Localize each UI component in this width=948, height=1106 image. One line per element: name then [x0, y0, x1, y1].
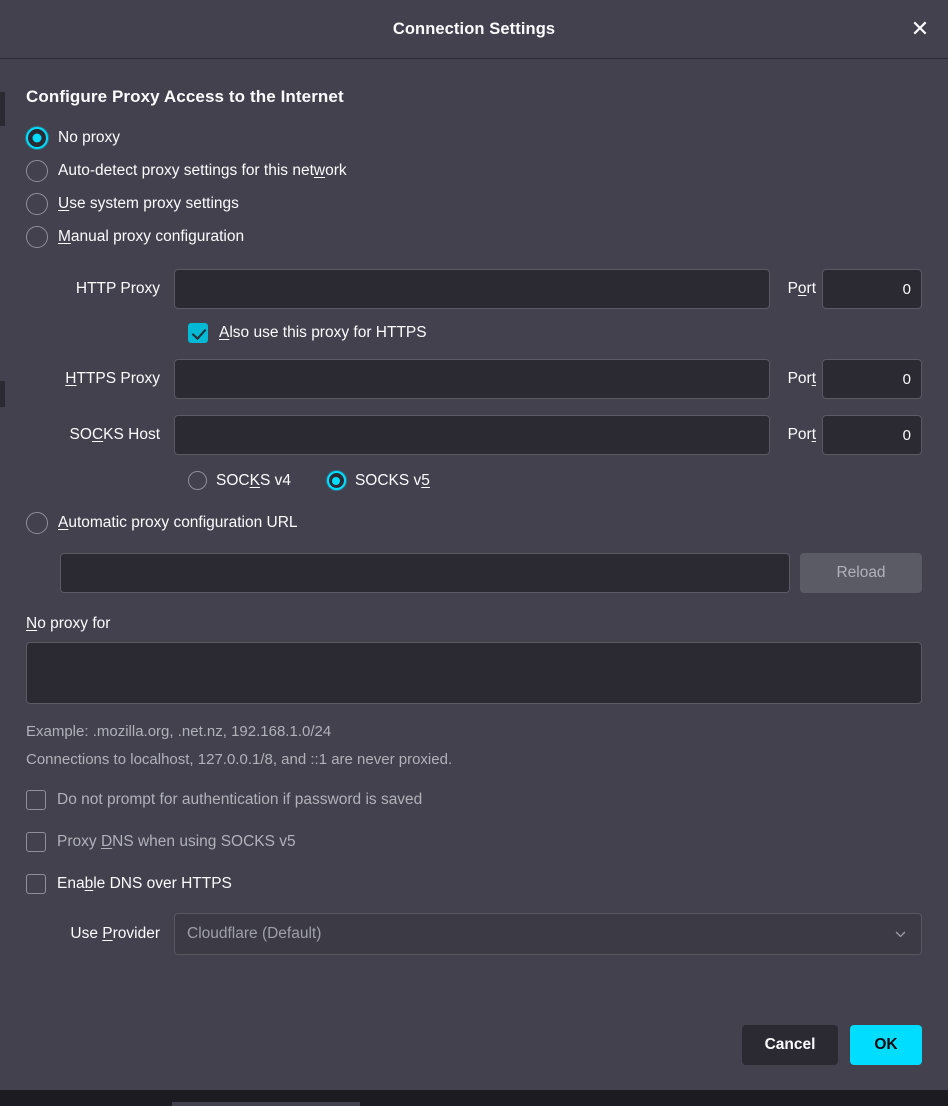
- provider-selected-value: Cloudflare (Default): [187, 925, 322, 942]
- radio-indicator-auto-detect: [26, 160, 48, 182]
- chevron-down-icon: [894, 928, 907, 941]
- radio-label-no-proxy: No proxy: [58, 128, 121, 146]
- radio-label-auto-detect: Auto-detect proxy settings for this network: [58, 161, 347, 179]
- background-window-strip: [172, 1102, 360, 1106]
- dialog-footer: [0, 1014, 948, 1090]
- close-icon[interactable]: ✕: [910, 16, 930, 41]
- radio-manual[interactable]: [26, 220, 922, 253]
- no-proxy-note-text: Connections to localhost, 127.0.0.1/8, and ::1 are never proxied.: [26, 751, 453, 768]
- radio-indicator-no-proxy: [26, 127, 48, 149]
- checkbox-row-dns-over-https[interactable]: [26, 874, 922, 894]
- socks-host-input[interactable]: [174, 415, 770, 455]
- background-window-edge: [0, 92, 5, 126]
- provider-row: [26, 913, 922, 955]
- radio-label-socks-v5: SOCKS v5: [354, 471, 430, 489]
- https-port-input[interactable]: [822, 359, 922, 399]
- checkbox-row-no-prompt-auth[interactable]: [26, 790, 922, 810]
- socks-port-input[interactable]: [822, 415, 922, 455]
- page-title: Configure Proxy Access to the Internet: [26, 87, 344, 106]
- radio-no-proxy[interactable]: [26, 121, 922, 154]
- radio-indicator-use-system: [26, 193, 48, 215]
- radio-label-manual: Manual proxy configuration: [58, 227, 245, 245]
- dialog-titlebar: [0, 0, 948, 59]
- http-port-input[interactable]: [822, 269, 922, 309]
- dialog-title: Connection Settings: [392, 19, 556, 38]
- dialog-body: [0, 59, 948, 1014]
- no-prompt-auth-label: Do not prompt for authentication if password is saved: [57, 791, 423, 808]
- desktop-background-strip: [0, 1090, 948, 1106]
- radio-pac-url[interactable]: [26, 506, 922, 539]
- dns-over-https-label: Enable DNS over HTTPS: [57, 875, 232, 892]
- no-prompt-auth-checkbox[interactable]: [26, 790, 46, 810]
- radio-label-use-system: Use system proxy settings: [58, 194, 239, 212]
- also-use-https-checkbox-row[interactable]: [188, 323, 922, 343]
- also-use-https-checkbox[interactable]: [188, 323, 208, 343]
- https-proxy-row: [26, 359, 922, 399]
- http-proxy-label: HTTP Proxy: [75, 280, 160, 297]
- radio-indicator-pac-url: [26, 512, 48, 534]
- radio-indicator-manual: [26, 226, 48, 248]
- radio-socks-v4[interactable]: [188, 471, 291, 490]
- provider-label: Use Provider: [70, 925, 160, 942]
- provider-select[interactable]: [174, 913, 922, 955]
- no-proxy-for-textarea[interactable]: [26, 642, 922, 704]
- no-proxy-example-text: Example: .mozilla.org, .net.nz, 192.168.1.0/24: [26, 723, 332, 740]
- http-proxy-row: [26, 269, 922, 309]
- https-proxy-input[interactable]: [174, 359, 770, 399]
- radio-label-pac-url: Automatic proxy configuration URL: [58, 513, 298, 531]
- socks-host-row: [26, 415, 922, 455]
- reload-button[interactable]: Reload: [800, 553, 922, 593]
- socks-version-group: [188, 471, 922, 490]
- radio-auto-detect[interactable]: [26, 154, 922, 187]
- cancel-button[interactable]: Cancel: [742, 1025, 838, 1065]
- pac-url-row: [26, 553, 922, 593]
- radio-indicator-socks-v5: [327, 471, 346, 490]
- ok-button[interactable]: OK: [850, 1025, 922, 1065]
- proxy-dns-socks5-label: Proxy DNS when using SOCKS v5: [57, 833, 296, 850]
- radio-socks-v5[interactable]: [327, 471, 430, 490]
- radio-indicator-socks-v4: [188, 471, 207, 490]
- http-port-label: Port: [787, 280, 816, 297]
- radio-label-socks-v4: SOCKS v4: [216, 471, 291, 489]
- proxy-dns-socks5-checkbox[interactable]: [26, 832, 46, 852]
- also-use-https-label: Also use this proxy for HTTPS: [219, 324, 427, 341]
- dns-over-https-checkbox[interactable]: [26, 874, 46, 894]
- http-proxy-input[interactable]: [174, 269, 770, 309]
- no-proxy-for-label: No proxy for: [26, 615, 111, 632]
- radio-use-system[interactable]: [26, 187, 922, 220]
- background-window-edge-2: [0, 381, 5, 407]
- https-port-label: Port: [787, 370, 816, 387]
- checkbox-row-proxy-dns-socks5[interactable]: [26, 832, 922, 852]
- socks-port-label: Port: [787, 426, 816, 443]
- https-proxy-label: HTTPS Proxy: [65, 370, 160, 387]
- pac-url-input[interactable]: [60, 553, 790, 593]
- socks-host-label: SOCKS Host: [69, 426, 160, 443]
